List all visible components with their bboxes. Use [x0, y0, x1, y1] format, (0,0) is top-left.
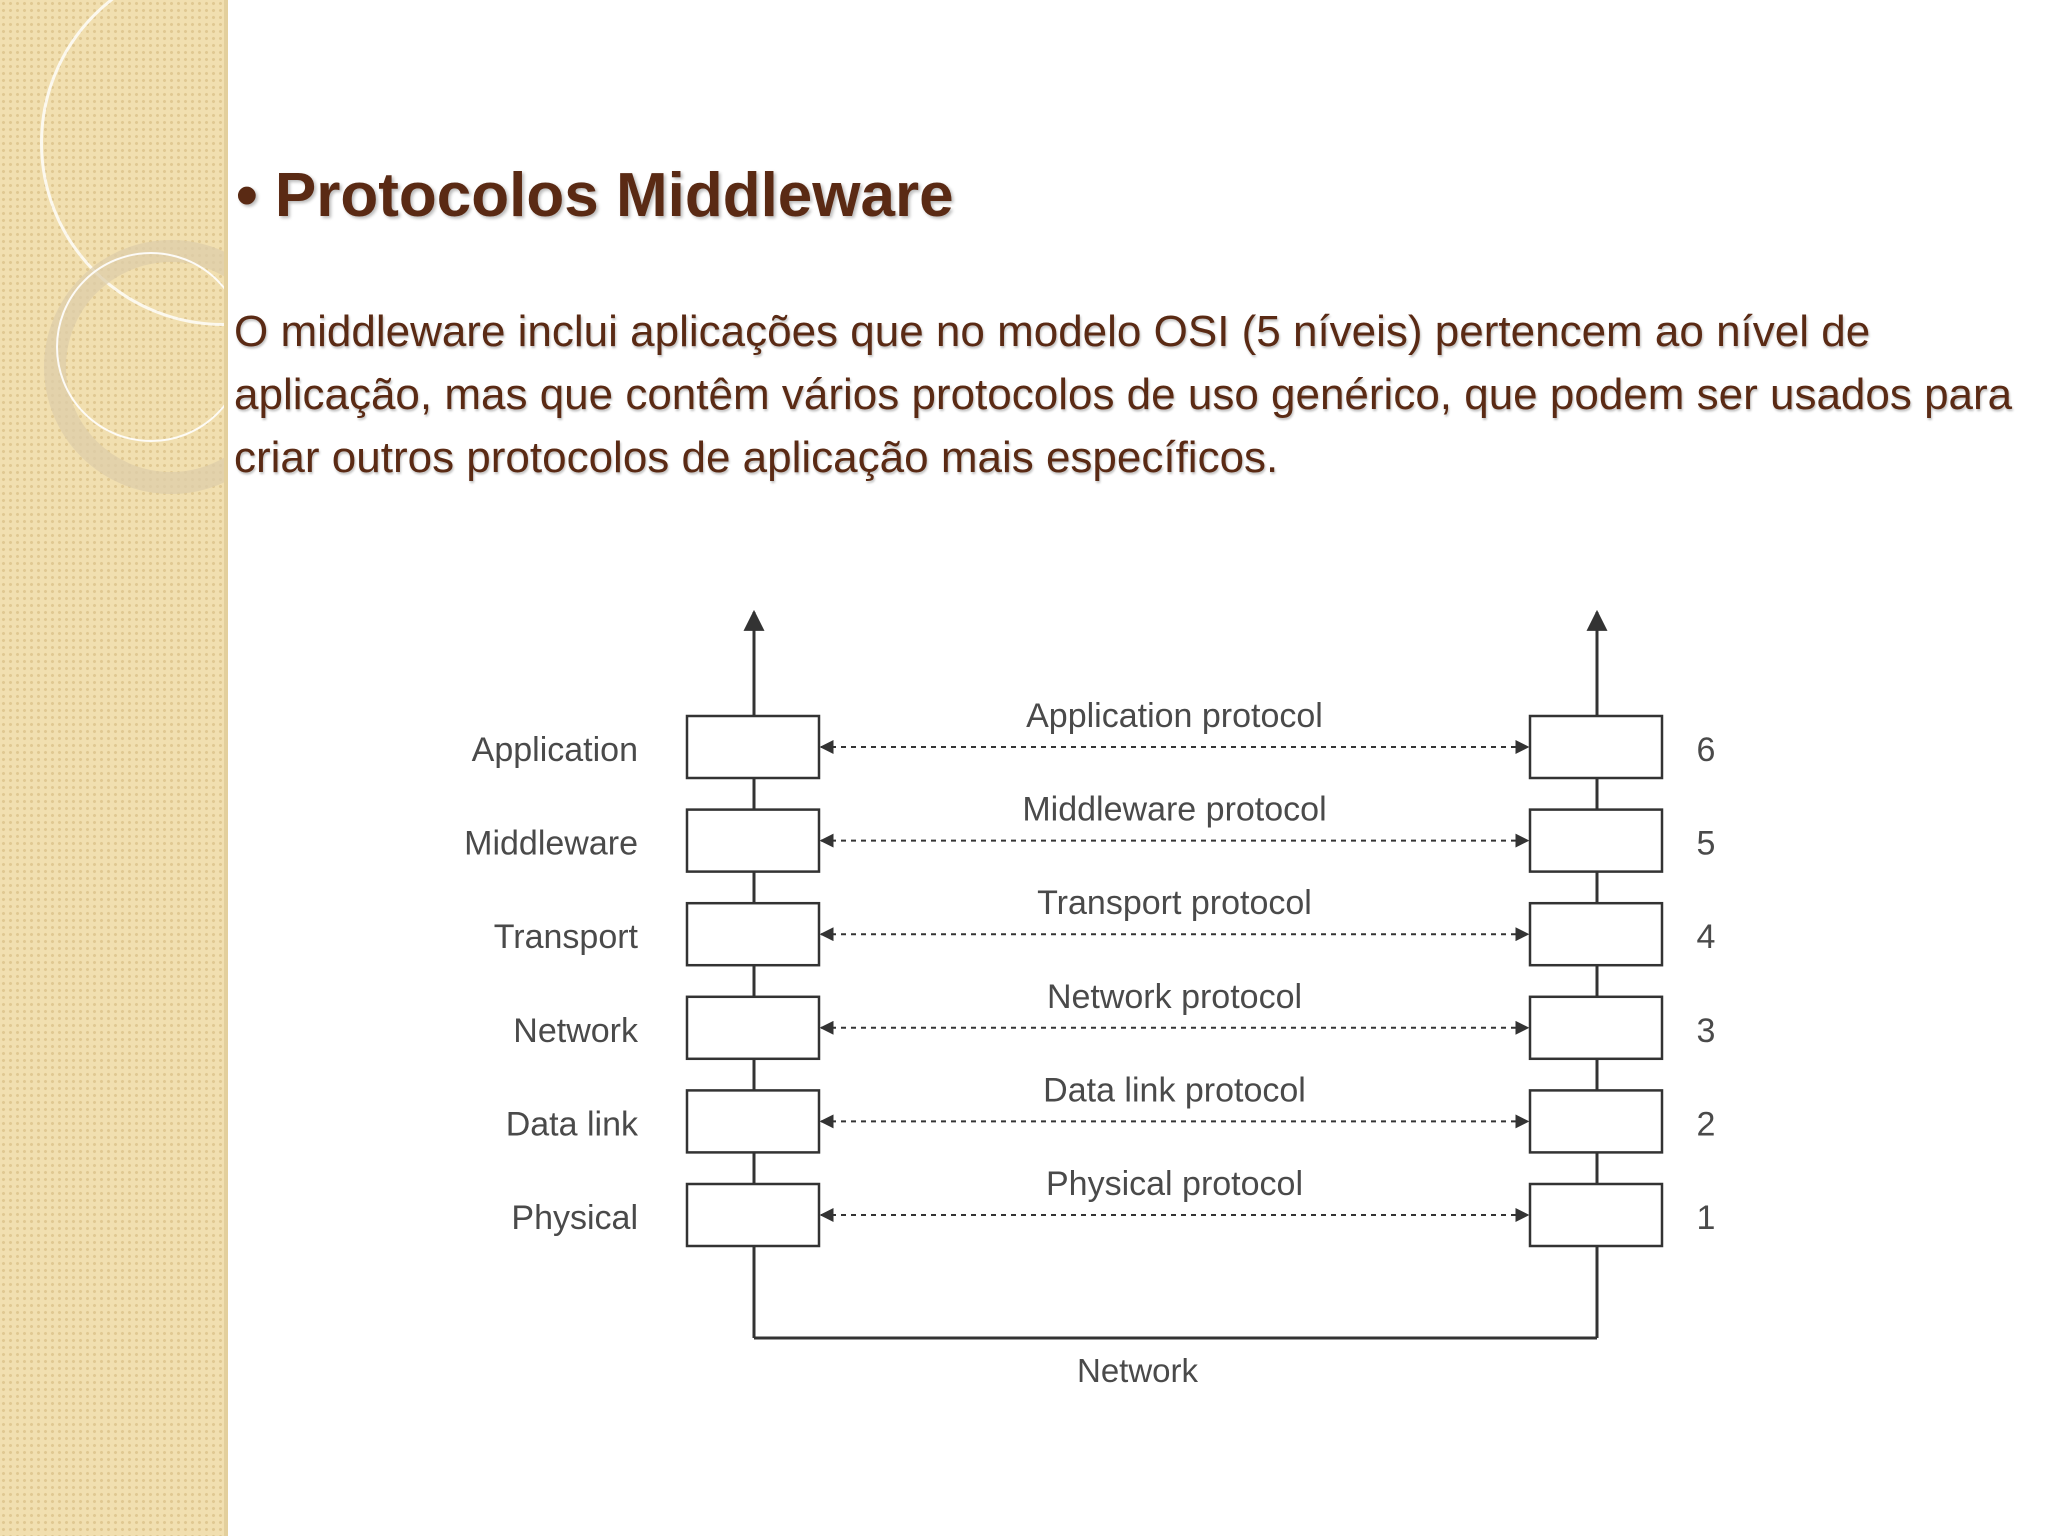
left-layer-box [687, 810, 819, 872]
layer-number-label: 1 [1696, 1199, 1716, 1237]
slide-title: • Protocolos Middleware [236, 161, 954, 230]
layer-name-label: Middleware [464, 824, 638, 863]
left-layer-box [687, 716, 819, 778]
layer-number-label: 4 [1696, 918, 1716, 957]
layer-name-label: Application [471, 731, 638, 769]
layer-name-label: Physical [511, 1199, 638, 1237]
left-layer-box [687, 997, 819, 1059]
layer-name-label: Data link [505, 1105, 638, 1144]
right-layer-box [1530, 903, 1662, 965]
protocol-label: Transport protocol [1037, 884, 1312, 923]
layer-name-label: Transport [493, 918, 638, 957]
right-layer-box [1530, 1184, 1662, 1246]
left-layer-box [687, 1184, 819, 1246]
right-layer-box [1530, 1090, 1662, 1152]
protocol-label: Application protocol [1026, 697, 1323, 735]
network-bus-label: Network [1076, 1352, 1199, 1389]
left-layer-box [687, 903, 819, 965]
layer-number-label: 5 [1696, 824, 1716, 863]
layer-number-label: 6 [1696, 731, 1716, 769]
protocol-label: Physical protocol [1045, 1165, 1304, 1203]
protocol-label: Middleware protocol [1022, 790, 1327, 829]
right-layer-box [1530, 716, 1662, 778]
protocol-label: Data link protocol [1043, 1071, 1306, 1110]
layer-number-label: 2 [1696, 1105, 1716, 1144]
layer-number-label: 3 [1696, 1011, 1716, 1050]
slide-body-text: O middleware inclui aplicações que no modelo OSI (5 níveis) pertencem ao nível de aplicação, mas que contêm vários protocolos de uso genérico, que podem ser usados para criar outros protocolos de aplicação mais específicos. [234, 307, 2013, 482]
left-layer-box [687, 1090, 819, 1152]
right-layer-box [1530, 997, 1662, 1059]
layer-name-label: Network [513, 1011, 638, 1050]
protocol-label: Network protocol [1046, 977, 1303, 1016]
right-layer-box [1530, 810, 1662, 872]
